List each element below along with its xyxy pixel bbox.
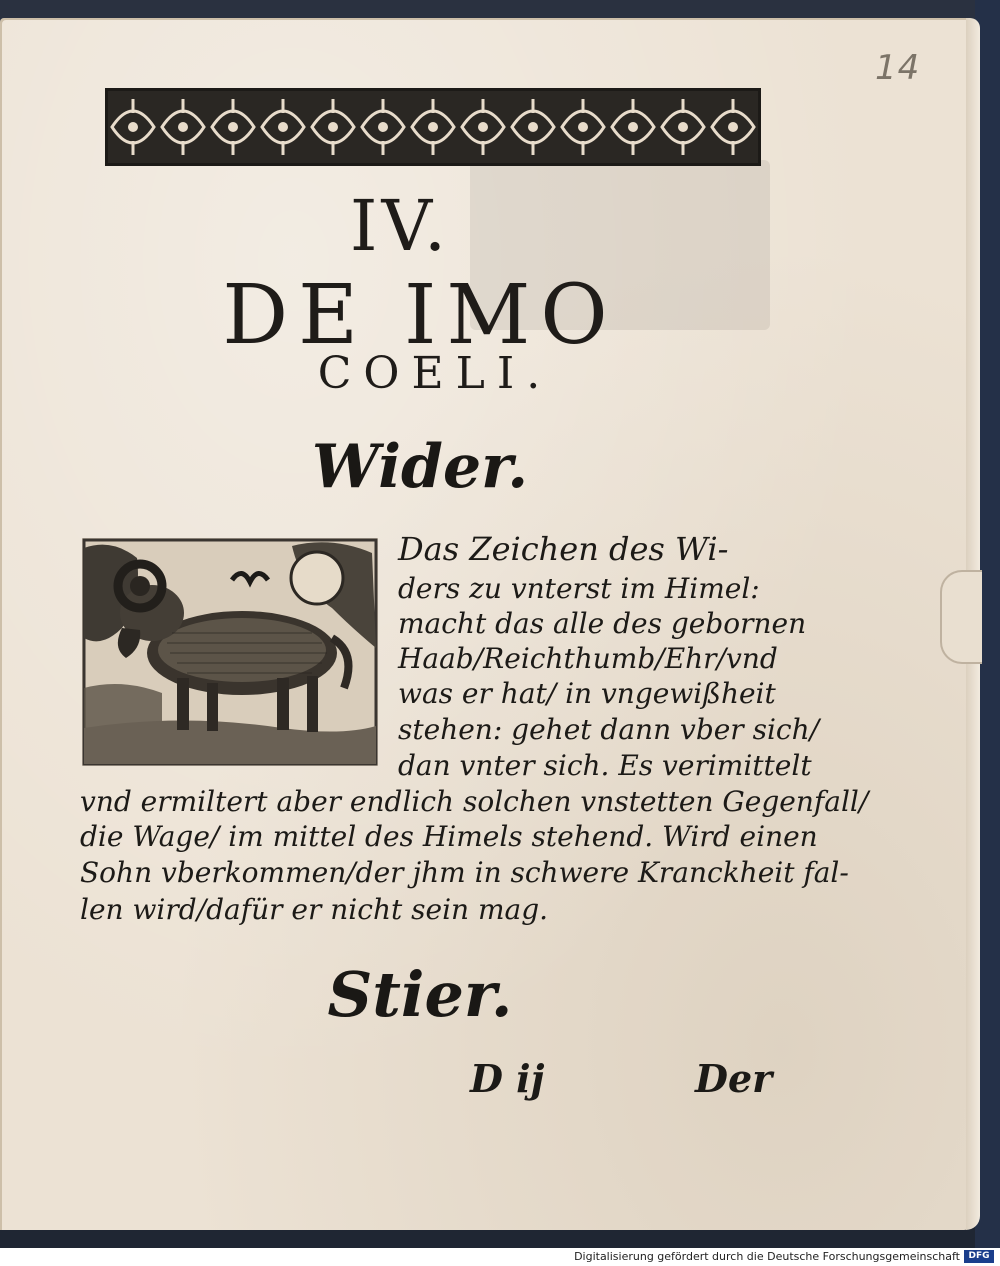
ornament-tile <box>362 99 404 155</box>
text-line: Das Zeichen des Wi- <box>398 530 729 568</box>
ornament-band <box>105 88 761 166</box>
ornament-pattern <box>108 91 758 163</box>
ornament-tile <box>562 99 604 155</box>
sign-heading-taurus: Stier. <box>327 958 513 1031</box>
ornament-tile <box>662 99 704 155</box>
ornament-tile <box>262 99 304 155</box>
text-line: len wird/dafür er nicht sein mag. <box>80 893 549 926</box>
text-line: Haab/Reichthumb/Ehr/vnd <box>398 642 778 675</box>
text-line: die Wage/ im mittel des Himels stehend. Wird einen <box>80 820 818 853</box>
ornament-tile <box>412 99 454 155</box>
chapter-title: DE IMO <box>222 268 618 363</box>
ornament-tile <box>212 99 254 155</box>
text-line: stehen: gehet dann vber sich/ <box>398 713 820 746</box>
sign-heading-aries: Wider. <box>311 432 529 502</box>
digitization-footer <box>0 1248 1000 1266</box>
ornament-tile <box>312 99 354 155</box>
text-line: vnd ermiltert aber endlich solchen vnstetten Gegenfall/ <box>80 785 869 818</box>
text-line: dan vnter sich. Es verimittelt <box>398 749 812 782</box>
page-foot-line <box>300 1056 780 1106</box>
ram-woodcut-image <box>82 538 378 766</box>
text-line: ders zu vnterst im Himel: <box>398 572 760 605</box>
page-tab-notch <box>940 570 982 664</box>
text-line: was er hat/ in vngewißheit <box>398 677 776 710</box>
text-line: macht das alle des gebornen <box>398 607 807 640</box>
footer-credit: Digitalisierung gefördert durch die Deutsche Forschungsgemeinschaft <box>574 1250 960 1263</box>
ornament-tile <box>162 99 204 155</box>
chapter-subtitle: COELI. <box>317 348 553 399</box>
dfg-logo: DFG <box>964 1250 994 1263</box>
catchword: Der <box>695 1056 773 1101</box>
ornament-tile <box>612 99 654 155</box>
text-line: Sohn vberkommen/der jhm in schwere Kranckheit fal- <box>80 856 849 889</box>
ram-woodcut <box>82 538 378 766</box>
chapter-number: IV. <box>349 185 451 267</box>
ornament-tile <box>112 99 154 155</box>
ornament-tile <box>512 99 554 155</box>
ornament-tile <box>462 99 504 155</box>
ornament-tile <box>712 99 754 155</box>
signature-mark: D ij <box>470 1056 545 1101</box>
page-number: 14 <box>875 48 921 88</box>
